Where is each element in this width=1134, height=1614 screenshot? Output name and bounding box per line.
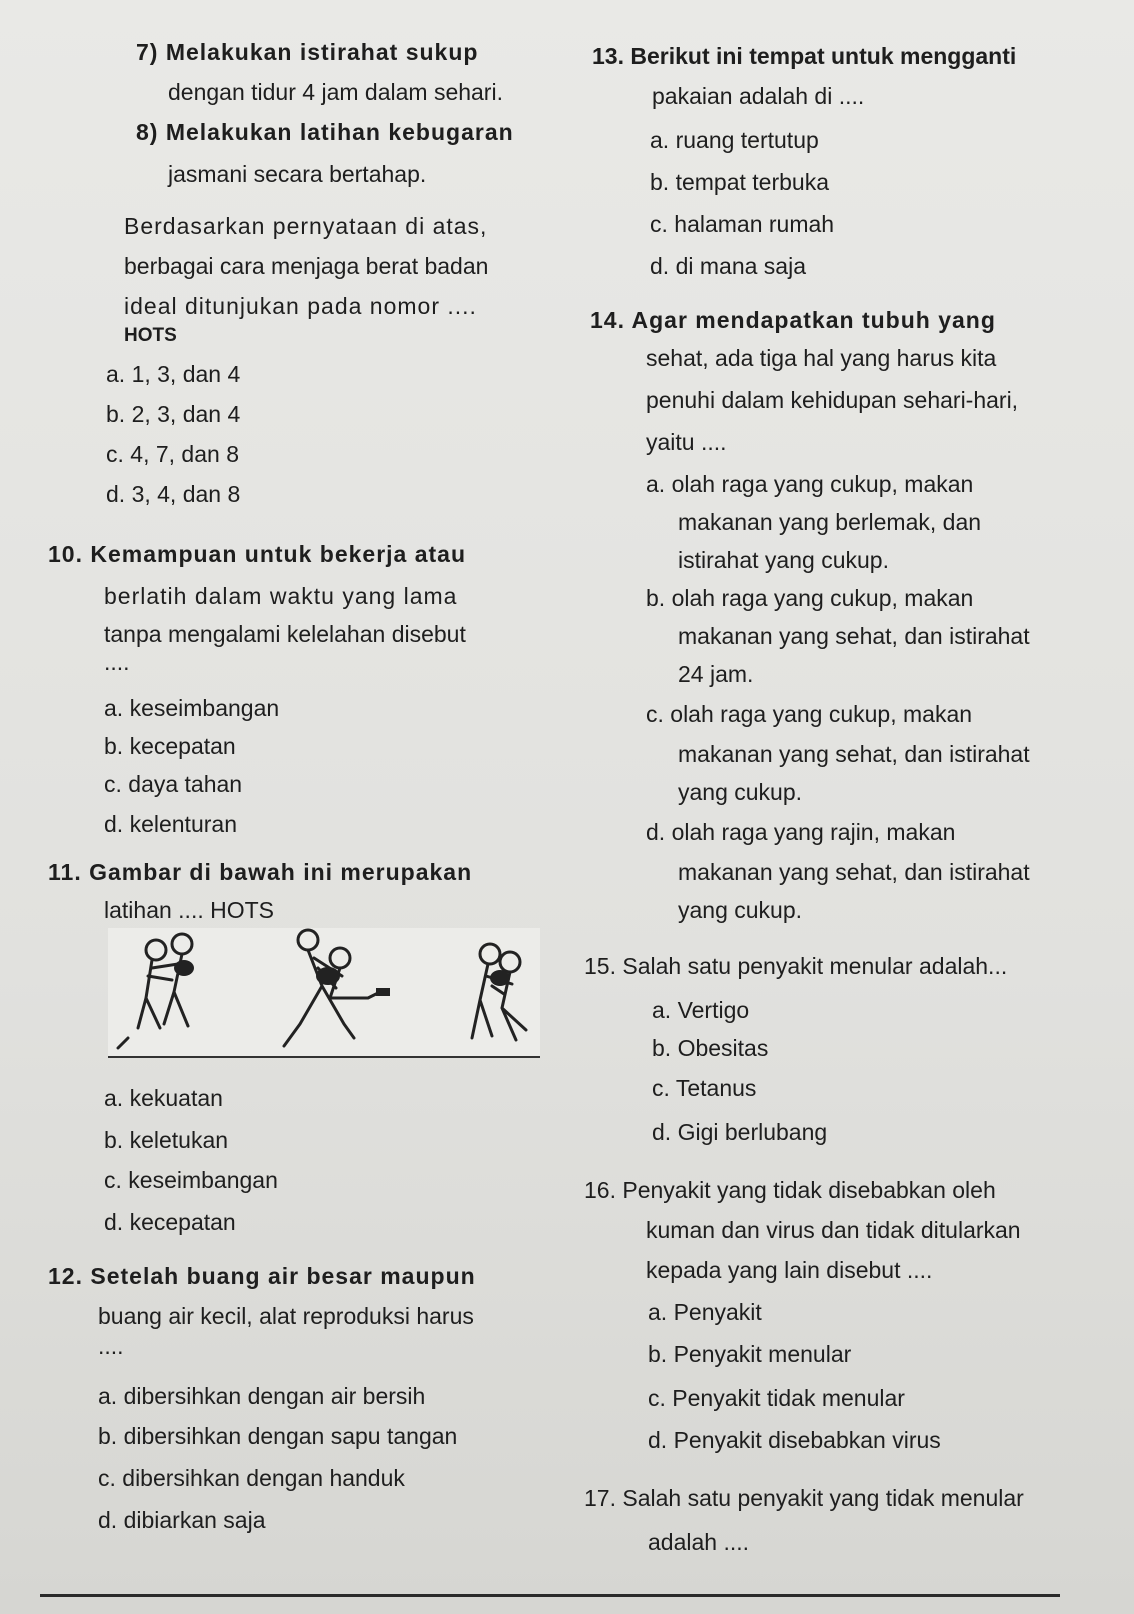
q9-option-d[interactable]: d. 3, 4, dan 8 — [106, 481, 241, 507]
q11-option-c[interactable]: c. keseimbangan — [104, 1167, 278, 1193]
q9-stem-line-2: berbagai cara menjaga berat badan — [124, 253, 489, 279]
q9-stem-line-1: Berdasarkan pernyataan di atas, — [124, 213, 488, 239]
q12-option-d[interactable]: d. dibiarkan saja — [98, 1507, 266, 1533]
item-7-line-1: 7) Melakukan istirahat sukup — [136, 39, 479, 65]
q9-option-a[interactable]: a. 1, 3, dan 4 — [106, 361, 241, 387]
q14-line-4: yaitu .... — [646, 429, 727, 455]
q10-option-c[interactable]: c. daya tahan — [104, 771, 243, 797]
q16-line-3: kepada yang lain disebut .... — [646, 1257, 933, 1283]
q16-option-c[interactable]: c. Penyakit tidak menular — [648, 1385, 905, 1411]
q11-line-2: latihan .... HOTS — [104, 897, 275, 923]
q14-option-b-line-2: makanan yang sehat, dan istirahat — [678, 623, 1030, 649]
wrestling-icon — [108, 928, 540, 1056]
hots-tag: HOTS — [124, 325, 177, 346]
q14-line-2: sehat, ada tiga hal yang harus kita — [646, 345, 997, 371]
q10-option-d[interactable]: d. kelenturan — [104, 811, 237, 837]
q11-option-b[interactable]: b. keletukan — [104, 1127, 229, 1153]
q14-option-d-line-1[interactable]: d. olah raga yang rajin, makan — [646, 819, 956, 845]
bottom-divider — [40, 1594, 1060, 1597]
q14-option-a-line-3: istirahat yang cukup. — [678, 547, 889, 573]
q9-option-c[interactable]: c. 4, 7, dan 8 — [106, 441, 239, 467]
q12-option-b[interactable]: b. dibersihkan dengan sapu tangan — [98, 1423, 458, 1449]
q15-option-b[interactable]: b. Obesitas — [652, 1035, 769, 1061]
q14-option-a-line-2: makanan yang berlemak, dan — [678, 509, 982, 535]
q15-line-1: 15. Salah satu penyakit menular adalah... — [584, 953, 1008, 979]
q12-line-2: buang air kecil, alat reproduksi harus — [98, 1303, 474, 1329]
q12-option-c[interactable]: c. dibersihkan dengan handuk — [98, 1465, 405, 1491]
q14-option-b-line-3: 24 jam. — [678, 661, 754, 687]
q10-line-4: .... — [104, 649, 130, 675]
q16-line-1: 16. Penyakit yang tidak disebabkan oleh — [584, 1177, 996, 1203]
q10-line-2: berlatih dalam waktu yang lama — [104, 583, 458, 609]
q9-stem-line-3: ideal ditunjukan pada nomor .... — [124, 293, 477, 319]
q14-option-d-line-3: yang cukup. — [678, 897, 803, 923]
q10-option-a[interactable]: a. keseimbangan — [104, 695, 280, 721]
q14-line-3: penuhi dalam kehidupan sehari-hari, — [646, 387, 1019, 413]
q15-option-a[interactable]: a. Vertigo — [652, 997, 750, 1023]
q11-line-1: 11. Gambar di bawah ini merupakan — [48, 859, 473, 885]
wrestling-figures-illustration — [108, 928, 540, 1058]
q17-line-1: 17. Salah satu penyakit yang tidak menular — [584, 1485, 1024, 1511]
item-8-line-1: 8) Melakukan latihan kebugaran — [136, 119, 514, 145]
q13-option-c[interactable]: c. halaman rumah — [650, 211, 835, 237]
q10-option-b[interactable]: b. kecepatan — [104, 733, 236, 759]
q14-option-b-line-1[interactable]: b. olah raga yang cukup, makan — [646, 585, 974, 611]
q14-option-c-line-3: yang cukup. — [678, 779, 803, 805]
q16-option-d[interactable]: d. Penyakit disebabkan virus — [648, 1427, 941, 1453]
q14-option-a-line-1[interactable]: a. olah raga yang cukup, makan — [646, 471, 974, 497]
q17-line-2: adalah .... — [648, 1529, 750, 1555]
item-8-line-2: jasmani secara bertahap. — [168, 161, 427, 187]
q11-option-d[interactable]: d. kecepatan — [104, 1209, 236, 1235]
q14-option-c-line-2: makanan yang sehat, dan istirahat — [678, 741, 1030, 767]
q11-option-a[interactable]: a. kekuatan — [104, 1085, 223, 1111]
q12-option-a[interactable]: a. dibersihkan dengan air bersih — [98, 1383, 426, 1409]
q14-option-d-line-2: makanan yang sehat, dan istirahat — [678, 859, 1030, 885]
q13-option-b[interactable]: b. tempat terbuka — [650, 169, 829, 195]
q12-line-1: 12. Setelah buang air besar maupun — [48, 1263, 476, 1289]
q10-line-3: tanpa mengalami kelelahan disebut — [104, 621, 466, 647]
item-7-line-2: dengan tidur 4 jam dalam sehari. — [168, 79, 503, 105]
q13-option-d[interactable]: d. di mana saja — [650, 253, 806, 279]
q14-option-c-line-1[interactable]: c. olah raga yang cukup, makan — [646, 701, 973, 727]
q16-option-b[interactable]: b. Penyakit menular — [648, 1341, 852, 1367]
q16-line-2: kuman dan virus dan tidak ditularkan — [646, 1217, 1021, 1243]
q15-option-d[interactable]: d. Gigi berlubang — [652, 1119, 828, 1145]
q10-line-1: 10. Kemampuan untuk bekerja atau — [48, 541, 467, 567]
q13-line-1: 13. Berikut ini tempat untuk mengganti — [592, 43, 1017, 69]
q14-line-1: 14. Agar mendapatkan tubuh yang — [590, 307, 996, 333]
q15-option-c[interactable]: c. Tetanus — [652, 1075, 757, 1101]
q9-option-b[interactable]: b. 2, 3, dan 4 — [106, 401, 241, 427]
q13-option-a[interactable]: a. ruang tertutup — [650, 127, 819, 153]
q16-option-a[interactable]: a. Penyakit — [648, 1299, 762, 1325]
q13-line-2: pakaian adalah di .... — [652, 83, 865, 109]
q12-line-3: .... — [98, 1333, 124, 1359]
